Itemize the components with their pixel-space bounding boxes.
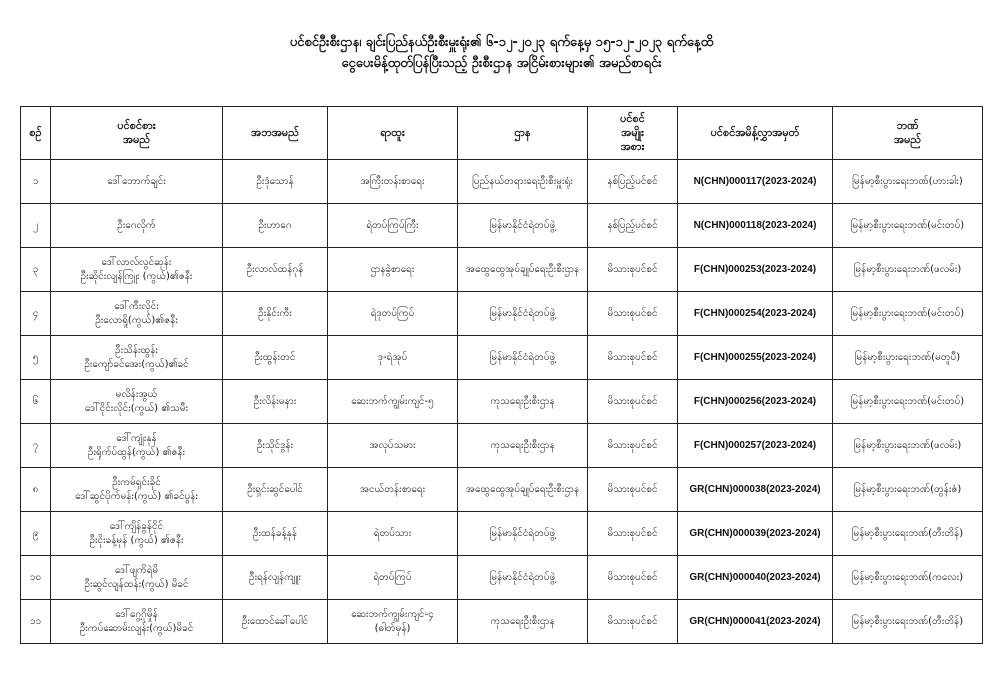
cell-rank-line2: (ဓါတ်မှန်): [374, 622, 411, 634]
cell-name-line1: ဒေါ်ဂွေ့ဂိုမှိုန်: [115, 608, 158, 620]
cell-dept: ကုသရေးဦးစီးဌာန: [458, 600, 588, 644]
cell-rank-line1: ရဲတပ်ကြပ်: [373, 571, 412, 583]
cell-rank: [328, 556, 458, 600]
cell-license: F(CHN)000256(2023-2024): [678, 380, 833, 424]
cell-rank: [328, 380, 458, 424]
cell-rank-line1: ဒု-ရဲအုပ်: [377, 351, 408, 363]
header-bank: ဘဏ် အမည်: [833, 107, 983, 160]
header-dept: ဌာန: [458, 107, 588, 160]
cell-name-line2: ဦးလောရှို(ကွယ်)၏ဇနီး: [95, 314, 178, 326]
cell-type: မိသားစုပင်စင်: [588, 248, 678, 292]
cell-type: မိသားစုပင်စင်: [588, 336, 678, 380]
cell-no: ၁၀: [21, 556, 51, 600]
header-type: ပင်စင် အမျိုး အစား: [588, 107, 678, 160]
cell-name-line1: ဦးဂေလိုက်: [117, 219, 156, 231]
cell-name: [51, 160, 223, 204]
cell-type: မိသားစုပင်စင်: [588, 512, 678, 556]
cell-type: မိသားစုပင်စင်: [588, 424, 678, 468]
header-license: ပင်စင်အမိန့်လွှာအမှတ်: [678, 107, 833, 160]
cell-name: [51, 204, 223, 248]
cell-father: ဦးဒုံသောန်: [223, 160, 328, 204]
cell-type: မိသားစုပင်စင်: [588, 600, 678, 644]
cell-name-line1: ဒေါ်ဖျကိရဲမိ: [114, 564, 159, 576]
table-row: [21, 292, 983, 336]
cell-name-line1: ဒေါ်လာလ်လွင်ဆုန်း: [101, 256, 172, 268]
table-row: [21, 380, 983, 424]
cell-license: N(CHN)000118(2023-2024): [678, 204, 833, 248]
cell-name: [51, 336, 223, 380]
cell-father: ဦးထွန်းတင်: [223, 336, 328, 380]
cell-rank: [328, 600, 458, 644]
cell-rank: [328, 336, 458, 380]
cell-no: ၆: [21, 380, 51, 424]
pension-table: [20, 106, 983, 644]
cell-rank-line1: ဌာနခွဲစာရေး: [370, 263, 415, 275]
table-row: [21, 248, 983, 292]
cell-dept: ကုသရေးဦးစီးဌာန: [458, 424, 588, 468]
cell-rank-line1: ရဲတပ်ကြပ်ကြီး: [366, 219, 419, 231]
table-row: [21, 160, 983, 204]
cell-rank: [328, 424, 458, 468]
cell-dept: အထွေထွေအုပ်ချုပ်ရေးဦးစီးဌာန: [458, 468, 588, 512]
cell-no: ၇: [21, 424, 51, 468]
cell-dept: မြန်မာနိုင်ငံရဲတပ်ဖွဲ့: [458, 292, 588, 336]
cell-rank-line1: အငယ်တန်းစာရေး: [359, 483, 426, 495]
cell-license: GR(CHN)000039(2023-2024): [678, 512, 833, 556]
cell-bank: မြန်မာ့စီးပွားရေးဘဏ်(ဟားခါး): [833, 160, 983, 204]
table-row: [21, 600, 983, 644]
cell-name-line1: ဦးသိန်းထွန်း: [115, 344, 158, 356]
cell-name-line1: ဒေါ်ကျုံးနုန်: [116, 432, 157, 444]
cell-license: N(CHN)000117(2023-2024): [678, 160, 833, 204]
cell-no: ၅: [21, 336, 51, 380]
cell-name: [51, 292, 223, 336]
cell-rank: [328, 468, 458, 512]
cell-no: ၃: [21, 248, 51, 292]
cell-name-line2: ဦးကျော်ခင်အေး(ကွယ်)၏ခင်: [84, 358, 189, 370]
cell-name-line2: ဒေါ်ငိုင်းလိုင်း(ကွယ်) ၏သမီး: [84, 402, 189, 414]
table-row: [21, 512, 983, 556]
table-row: [21, 556, 983, 600]
cell-bank: မြန်မာ့စီးပွားရေးဘဏ်(ဖလမ်း): [833, 424, 983, 468]
header-no: စဉ်: [21, 107, 51, 160]
cell-father: ဦးထောင်ခေါ်ပေါင်: [223, 600, 328, 644]
cell-rank-line1: အကြီးတန်းစာရေး: [360, 175, 425, 187]
cell-license: F(CHN)000253(2023-2024): [678, 248, 833, 292]
cell-name-line2: ဦးကပ်ဆောမ်းလျန်း(ကွယ်)မိခင်: [79, 622, 194, 634]
title-line-2: ငွေပေးမိန့်ထုတ်ပြန်ပြီးသည့် ဦးစီးဌာန အငြိမ်းစားများ၏ အမည်စာရင်း: [341, 56, 662, 71]
cell-dept: အထွေထွေအုပ်ချုပ်ရေးဦးစီးဌာန: [458, 248, 588, 292]
cell-bank: မြန်မာ့စီးပွားရေးဘဏ်(ကလေး): [833, 556, 983, 600]
cell-rank-line1: ရဲဒုတပ်ကြပ်: [370, 307, 415, 319]
cell-rank-line1: ရဲတပ်သား: [373, 527, 412, 539]
cell-name: [51, 600, 223, 644]
cell-license: F(CHN)000257(2023-2024): [678, 424, 833, 468]
cell-type: မိသားစုပင်စင်: [588, 292, 678, 336]
cell-name-line1: မလိန်းအွယ်: [115, 388, 158, 400]
cell-father: ဦးဟာဂေ: [223, 204, 328, 248]
cell-name-line1: ဦးကမ်ရှင်းခိုင်: [112, 476, 161, 488]
cell-name: [51, 380, 223, 424]
cell-name-line2: ဦးဆိုင်းလျန်ကြူး (ကွယ်)၏ဇနီး: [80, 270, 193, 282]
cell-rank-line1: ဆေးဘက်ကျွမ်းကျင်-၅: [351, 395, 434, 407]
cell-name-line2: ဦးငိုးခန့်မုန် (ကွယ်) ၏ဇနီး: [89, 534, 184, 546]
table-row: [21, 424, 983, 468]
cell-dept: မြန်မာနိုင်ငံရဲတပ်ဖွဲ့: [458, 204, 588, 248]
cell-name-line1: ဒေါ်ဘောက်ချင်း: [107, 175, 166, 187]
cell-name: [51, 424, 223, 468]
table-row: [21, 468, 983, 512]
cell-name-line2: ဦးဆွင်လျန်ထန်း(ကွယ်) မိခင်: [84, 578, 189, 590]
cell-type: နစ်ပြည့်ပင်စင်: [588, 160, 678, 204]
cell-dept: ကုသရေးဦးစီးဌာန: [458, 380, 588, 424]
cell-bank: မြန်မာ့စီးပွားရေးဘဏ်(ဖလမ်း): [833, 248, 983, 292]
cell-father: ဦးသိုင်ဒွန်း: [223, 424, 328, 468]
header-name: ပင်စင်စား အမည်: [51, 107, 223, 160]
cell-father: ဦးထန်ခန့်နုန်: [223, 512, 328, 556]
cell-rank-line1: ဆေးဘက်ကျွမ်းကျင်-၄: [351, 608, 434, 620]
cell-father: ဦးလာလ်ထန်ဂုန်: [223, 248, 328, 292]
table-row: [21, 204, 983, 248]
cell-type: မိသားစုပင်စင်: [588, 468, 678, 512]
cell-rank: [328, 248, 458, 292]
cell-license: F(CHN)000254(2023-2024): [678, 292, 833, 336]
cell-dept: ပြည်နယ်တရားရေးဦးစီးမှူးရုံး: [458, 160, 588, 204]
cell-name: [51, 556, 223, 600]
cell-bank: မြန်မာ့စီးပွားရေးဘဏ်(မင်းတပ်): [833, 292, 983, 336]
cell-no: ၈: [21, 468, 51, 512]
cell-no: ၁: [21, 160, 51, 204]
cell-dept: မြန်မာနိုင်ငံရဲတပ်ဖွဲ့: [458, 336, 588, 380]
cell-rank: [328, 512, 458, 556]
cell-no: ၂: [21, 204, 51, 248]
cell-bank: မြန်မာ့စီးပွားရေးဘဏ်(တီးတိန်): [833, 600, 983, 644]
cell-father: ဦးနိုင်းကီး: [223, 292, 328, 336]
cell-rank-line1: အလုပ်သမား: [369, 439, 416, 451]
cell-name-line1: ဒေါ်ကျိန်ခွန်ငိုင်: [109, 520, 164, 532]
cell-name: [51, 248, 223, 292]
cell-license: F(CHN)000255(2023-2024): [678, 336, 833, 380]
cell-license: GR(CHN)000041(2023-2024): [678, 600, 833, 644]
cell-no: ၉: [21, 512, 51, 556]
cell-no: ၁၁: [21, 600, 51, 644]
cell-father: ဦးရန်လျန်ကျူး: [223, 556, 328, 600]
cell-type: နစ်ပြည့်ပင်စင်: [588, 204, 678, 248]
cell-bank: မြန်မာ့စီးပွားရေးဘဏ်(မင်းတပ်): [833, 380, 983, 424]
cell-dept: မြန်မာနိုင်ငံရဲတပ်ဖွဲ့: [458, 556, 588, 600]
cell-bank: မြန်မာ့စီးပွားရေးဘဏ်(တီးတိန်): [833, 512, 983, 556]
cell-name-line1: ဒေါ်ကီးလိုင်း: [114, 300, 159, 312]
cell-bank: မြန်မာ့စီးပွားရေးဘဏ်(တွန်းဇံ): [833, 468, 983, 512]
cell-no: ၄: [21, 292, 51, 336]
header-father: အဘအမည်: [223, 107, 328, 160]
cell-dept: မြန်မာနိုင်ငံရဲတပ်ဖွဲ့: [458, 512, 588, 556]
cell-rank: [328, 204, 458, 248]
cell-license: GR(CHN)000040(2023-2024): [678, 556, 833, 600]
cell-father: ဦးလိန်းမနား: [223, 380, 328, 424]
cell-name-line2: ဒေါ်ဆွင်ပိုက်မန်း(ကွယ်) ၏ခင်ပွန်း: [75, 490, 198, 502]
header-rank: ရာထူး: [328, 107, 458, 160]
table-header-row: [21, 107, 983, 160]
cell-bank: မြန်မာ့စီးပွားရေးဘဏ်(မင်းတပ်): [833, 204, 983, 248]
table-row: [21, 336, 983, 380]
cell-name-line2: ဦးရိုက်ပ်ထွန်(ကွယ်) ၏ဇနီး: [87, 446, 186, 458]
cell-rank: [328, 160, 458, 204]
cell-father: ဦးရှင်းဆွင်ပေါင်: [223, 468, 328, 512]
cell-rank: [328, 292, 458, 336]
title-line-1: ပင်စင်ဦးစီးဌာန၊ ချင်းပြည်နယ်ဦးစီးမှူးရုံး၏ ၆-၁၂-၂၀၂၃ ရက်နေ့မှ ၁၅-၁၂-၂၀၂၃ ရက်နေ့ထိ: [289, 35, 714, 50]
cell-name: [51, 512, 223, 556]
cell-name: [51, 468, 223, 512]
document-title: [0, 32, 1003, 74]
cell-type: မိသားစုပင်စင်: [588, 380, 678, 424]
cell-license: GR(CHN)000038(2023-2024): [678, 468, 833, 512]
cell-type: မိသားစုပင်စင်: [588, 556, 678, 600]
cell-bank: မြန်မာ့စီးပွားရေးဘဏ်(မတူပီ): [833, 336, 983, 380]
